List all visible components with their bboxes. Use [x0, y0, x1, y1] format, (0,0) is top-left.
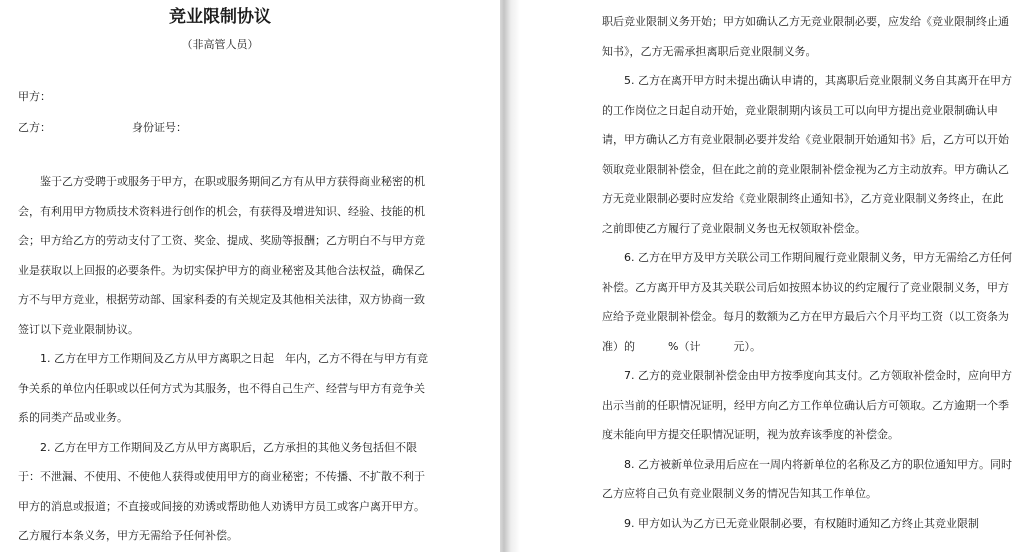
paragraph-clause-7: 7. 乙方的竞业限制补偿金由甲方按季度向其支付。乙方领取补偿金时，应向甲方出示当前的任职情况证明，经甲方向乙方工作单位确认后方可领取。乙方逾期一个季度未能向甲方提交任职情况证明，视为放弃该季度的补偿金。 — [602, 369, 1012, 441]
party-a-label: 甲方： — [18, 90, 51, 103]
document-page-left — [0, 0, 500, 552]
paragraph-clause-8: 8. 乙方被新单位录用后应在一周内将新单位的名称及乙方的职位通知甲方。同时乙方应将自己负有竞业限制义务的情况告知其工作单位。 — [602, 457, 1012, 500]
paragraph-clause-2: 2. 乙方在甲方工作期间及乙方从甲方离职后，乙方承担的其他义务包括但不限于：不泄漏、不使用、不使他人获得或使用甲方的商业秘密；不传播、不扩散不利于甲方的消息或报道；不直接或间接的劝诱或帮助他人劝诱甲方员工或客户离开甲方。乙方履行本条义务，甲方无需给予任何补偿。 — [18, 440, 425, 542]
document-page-right — [520, 0, 1024, 552]
paragraph-continuation: 职后竞业限制义务开始；甲方如确认乙方无竞业限制必要，应发给《竞业限制终止通知书》，乙方无需承担离职后竞业限制义务。 — [602, 15, 1009, 58]
right-body — [602, 7, 1014, 538]
paragraph-clause-1: 1. 乙方在甲方工作期间及乙方从甲方离职之日起 年内，乙方不得在与甲方有竞争关系的单位内任职或以任何方式为其服务，也不得自己生产、经营与甲方有竞争关系的同类产品或业务。 — [18, 352, 428, 424]
document-subtitle: （非高管人员） — [181, 38, 259, 51]
party-b-label: 乙方： — [18, 121, 51, 134]
page-gutter — [500, 0, 520, 552]
paragraph-clause-5: 5. 乙方在离开甲方时未提出确认申请的，其离职后竞业限制义务自其离开在甲方的工作岗位之日起自动开始，竞业限制期内该员工可以向甲方提出竞业限制确认申请，甲方确认乙方有竞业限制必要并发给《竞业限制开始通知书》后，乙方可以开始领取竞业限制补偿金，但在此之前的竞业限制补偿金视为乙方主动放弃。甲方确认乙方无竞业限制必要时应发给《竞业限制终止通知书》，乙方竞业限制义务终止，在此之前即使乙方履行了竞业限制义务也无权领取补偿金。 — [602, 74, 1012, 235]
paragraph-clause-6: 6. 乙方在甲方及甲方关联公司工作期间履行竞业限制义务，甲方无需给乙方任何补偿。乙方离开甲方及其关联公司后如按照本协议的约定履行了竞业限制义务，甲方应给予竞业限制补偿金。每月的数额为乙方在甲方最后六个月平均工资（以工资条为准）的 %（计 元）。 — [602, 251, 1012, 353]
document-title: 竞业限制协议 — [169, 7, 271, 27]
paragraph-clause-9: 9. 甲方如认为乙方已无竞业限制必要，有权随时通知乙方终止其竞业限制 — [624, 516, 979, 530]
paragraph-preamble: 鉴于乙方受聘于或服务于甲方，在职或服务期间乙方有从甲方获得商业秘密的机会，有利用甲方物质技术资料进行创作的机会，有获得及增进知识、经验、技能的机会；甲方给乙方的劳动支付了工资、奖金、提成、奖励等报酬；乙方明白不与甲方竞业是获取以上回报的必要条件。为切实保护甲方的商业秘密及其他合法权益，确保乙方不与甲方竞业，根据劳动部、国家科委的有关规定及其他相关法律，双方协商一致签订以下竞业限制协议。 — [18, 175, 425, 336]
id-number-label: 身份证号： — [132, 121, 187, 134]
left-body — [18, 167, 430, 551]
